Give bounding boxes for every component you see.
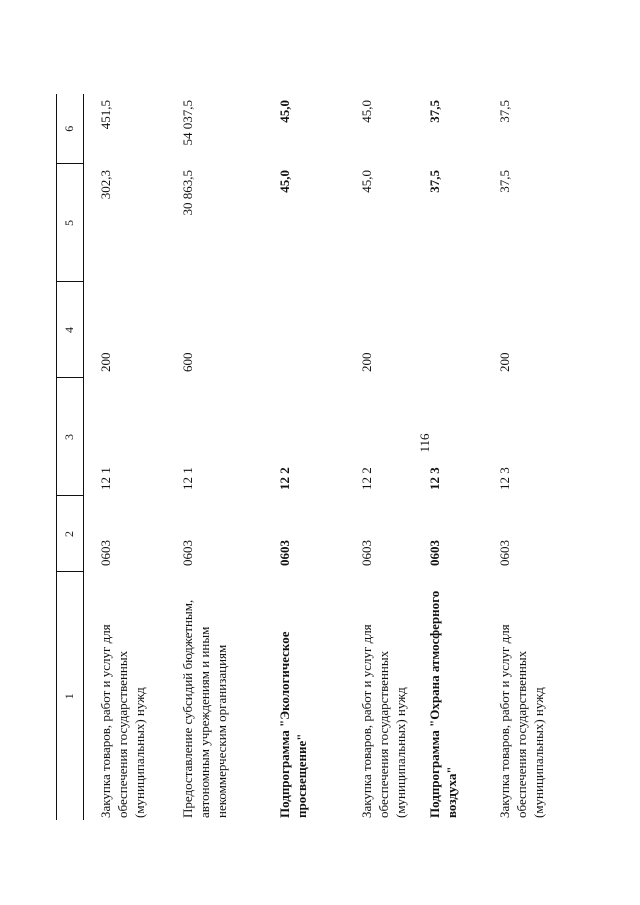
row-name: Подпрограмма "Охрана атмосферного воздуха"	[427, 590, 459, 818]
row-value-5: 45,0	[359, 170, 374, 193]
row-section: 0603	[427, 540, 442, 566]
row-value-6: 54 037,5	[180, 100, 195, 146]
row-type	[265, 282, 347, 378]
row-name: Закупка товаров, работ и услуг для обеспечения государственных (муниципальных) нужд	[98, 624, 147, 818]
header-col-2: 2	[57, 496, 84, 572]
row-type: 600	[180, 352, 195, 372]
budget-table-rotated	[56, 94, 636, 820]
row-section: 0603	[180, 540, 195, 566]
row-value-5: 45,0	[277, 170, 292, 193]
table-row-subprogram	[265, 94, 347, 820]
row-section: 0603	[359, 540, 374, 566]
header-col-1: 1	[57, 572, 84, 820]
row-program: 12 3	[427, 467, 442, 490]
table-row	[168, 94, 265, 820]
row-value-5: 30 863,5	[180, 170, 195, 216]
row-value-6: 37,5	[497, 100, 512, 123]
table-row	[347, 94, 415, 820]
row-name: Закупка товаров, работ и услуг для обеспечения государственных (муниципальных) нужд	[359, 624, 408, 818]
row-value-5: 37,5	[427, 170, 442, 193]
row-program: 12 2	[359, 467, 374, 490]
row-name: Подпрограмма "Экологическое просвещение"	[277, 631, 309, 818]
table-row	[84, 94, 169, 820]
row-value-6: 45,0	[359, 100, 374, 123]
row-name: Закупка товаров, работ и услуг для обеспечения государственных (муниципальных) нужд	[497, 624, 546, 818]
row-value-5: 302,3	[98, 170, 113, 200]
table-row	[497, 94, 548, 820]
header-col-5: 5	[57, 164, 84, 282]
header-col-4: 4	[57, 282, 84, 378]
row-value-6: 451,5	[98, 100, 113, 130]
header-col-3: 3	[57, 378, 84, 496]
row-program: 12 1	[180, 467, 195, 490]
row-program: 12 2	[277, 467, 292, 490]
row-value-6: 45,0	[277, 100, 292, 123]
row-value-6: 37,5	[427, 100, 442, 123]
page-number: 116	[417, 433, 432, 453]
header-row	[57, 94, 84, 820]
row-section: 0603	[497, 540, 512, 566]
row-type: 200	[359, 352, 374, 372]
row-type: 200	[98, 352, 113, 372]
table-row-subprogram	[415, 94, 497, 820]
row-section: 0603	[98, 540, 113, 566]
row-program: 12 3	[497, 467, 512, 490]
row-section: 0603	[277, 540, 292, 566]
row-value-5: 37,5	[497, 170, 512, 193]
row-type	[415, 282, 497, 378]
header-col-6: 6	[57, 94, 84, 164]
row-name: Предоставление субсидий бюджетным, автономным учреждениям и иным некоммерческим организациям	[180, 599, 229, 818]
budget-table	[56, 94, 548, 820]
row-type: 200	[497, 352, 512, 372]
row-program: 12 1	[98, 467, 113, 490]
